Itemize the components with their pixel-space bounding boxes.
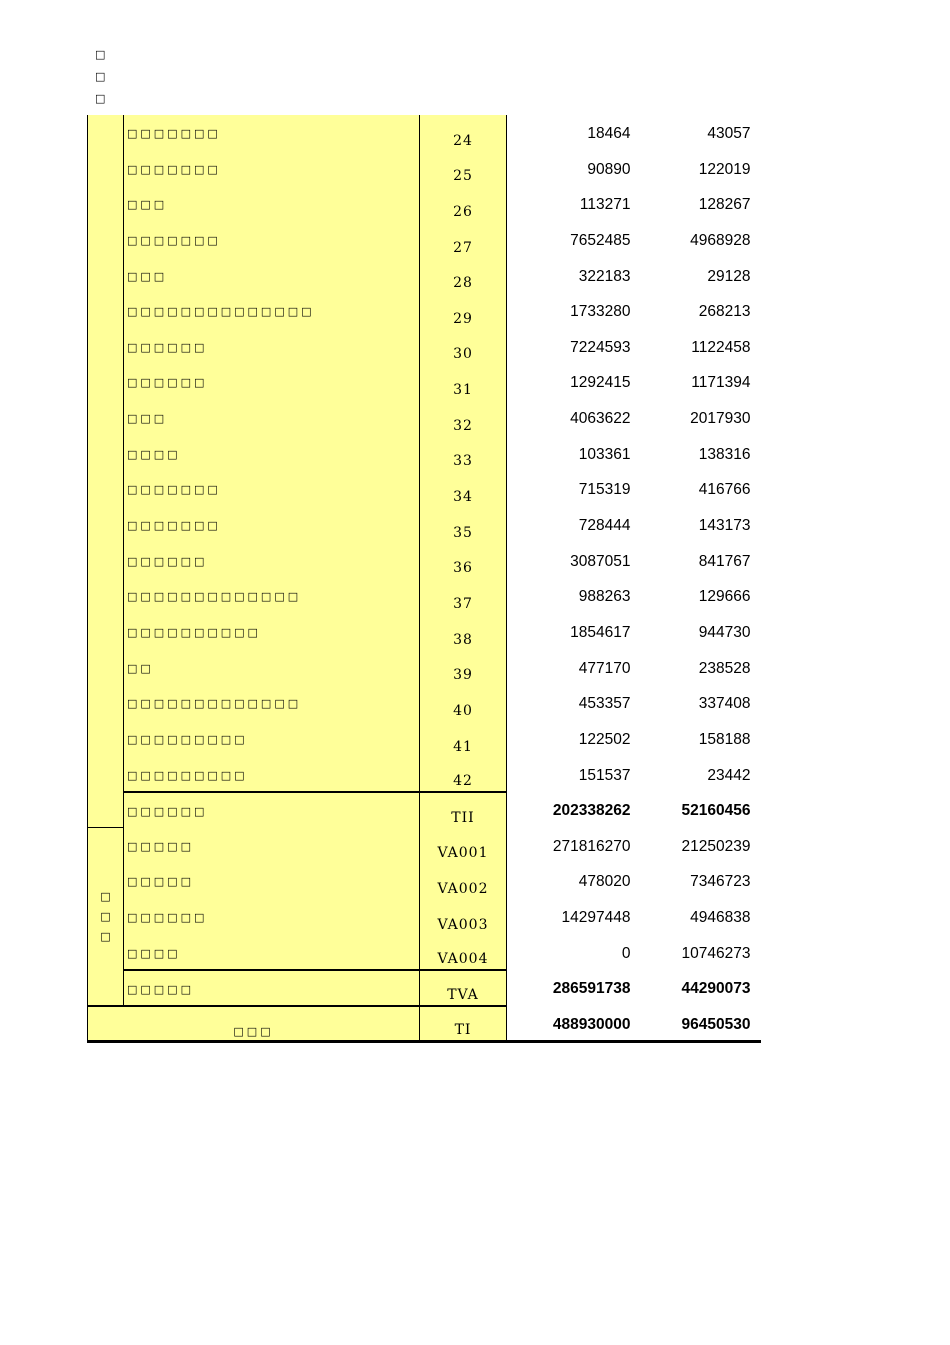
row-code: VA004 [420,935,507,971]
row-code: TII [420,792,507,828]
row-name: □□□□□ [124,863,420,899]
row-value-2: 21250239 [681,837,751,855]
row-name: □□□□□□□ [124,151,420,187]
row-name: □□□ [124,400,420,436]
group-label-char: □ [100,909,111,923]
row-value-1: 1854617 [570,623,631,641]
row-value-1: 286591738 [552,980,631,998]
table-row [88,614,761,650]
row-name: □□ [124,650,420,686]
row-value-1: 0 [621,944,631,962]
row-value-1: 103361 [578,445,631,463]
row-name: □□□□□□□□□□□□□ [124,685,420,721]
row-value-1: 202338262 [552,802,631,820]
row-value-1: 1733280 [570,303,631,321]
header-glyphs [95,44,107,110]
row-value-1: 18464 [587,125,631,142]
table-row [88,863,761,899]
row-value-1: 477170 [578,659,631,677]
table-row [88,186,761,222]
total-name: □□□ [88,1006,420,1042]
group-label-intermediate [88,115,124,828]
row-code: 30 [420,329,507,365]
row-value-2: 7346723 [690,873,751,891]
row-value-1: 90890 [587,160,631,178]
row-value-2: 1171394 [691,374,751,392]
row-value-2: 23442 [707,766,751,784]
total-code: TI [420,1006,507,1042]
table-row [88,151,761,187]
row-value-1: 7652485 [570,231,631,249]
row-name: □□□□□ [124,828,420,864]
row-code: 26 [420,186,507,222]
row-name: □□□□ [124,935,420,971]
row-code: 33 [420,436,507,472]
table-row [88,400,761,436]
row-code: 35 [420,507,507,543]
row-name: □□□□□□ [124,792,420,828]
table-row [88,899,761,935]
row-value-2: 416766 [698,481,751,499]
row-code: 39 [420,650,507,686]
table-row [88,329,761,365]
row-code: 36 [420,543,507,579]
table-row [88,578,761,614]
row-code: 34 [420,471,507,507]
row-name: □□□ [124,186,420,222]
row-value-2: 2017930 [690,410,751,428]
row-name: □□□□□□□□□□□□□ [124,578,420,614]
row-name: □□□□□□□□□□ [124,614,420,650]
row-name: □□□□□□□ [124,507,420,543]
header-glyph: □ [95,48,106,61]
row-value-1: 322183 [578,267,631,285]
row-code: VA003 [420,899,507,935]
table-row [88,828,761,864]
row-code: VA001 [420,828,507,864]
row-value-1: 1292415 [570,374,631,392]
row-value-2: 129666 [698,588,751,606]
row-code: VA002 [420,863,507,899]
row-code: 29 [420,293,507,329]
row-name: □□□□□□□ [124,222,420,258]
row-code: 32 [420,400,507,436]
subtotal-row [88,970,761,1006]
subtotal-row [88,792,761,828]
table-row [88,293,761,329]
row-value-2: 4968928 [690,231,751,249]
row-value-2: 238528 [698,659,751,677]
table-row [88,222,761,258]
table-row [88,935,761,971]
row-code: 42 [420,757,507,793]
row-value-2: 10746273 [681,944,751,962]
table-row [88,543,761,579]
table-row [88,685,761,721]
row-name: □□□□□□□ [124,471,420,507]
row-value-2: 128267 [698,196,751,214]
row-value-2: 158188 [698,730,751,748]
row-value-2: 29128 [707,267,751,285]
table-row [88,364,761,400]
row-value-1: 728444 [578,517,631,535]
row-value-1: 271816270 [552,837,631,855]
row-value-1: 715319 [578,481,631,499]
row-value-1: 151537 [578,766,631,784]
row-value-2: 44290073 [681,980,751,998]
header-glyph: □ [95,92,106,105]
row-value-2: 143173 [698,517,751,535]
row-value-1: 3087051 [570,552,631,570]
row-value-1: 4063622 [570,410,631,428]
group-label-value-added [88,828,124,1006]
row-value-2: 944730 [698,623,751,641]
input-output-table [87,115,761,1043]
row-code: 38 [420,614,507,650]
row-value-2: 138316 [698,445,751,463]
table-row [88,471,761,507]
row-code: 28 [420,258,507,294]
table-row [88,436,761,472]
row-value-2: 268213 [698,303,751,321]
row-value-1: 122502 [578,730,631,748]
row-code: 31 [420,364,507,400]
row-value-1: 113271 [579,196,631,214]
row-name: □□□□□ [124,970,420,1006]
row-name: □□□□□□ [124,899,420,935]
total-value-2: 96450530 [641,1006,761,1042]
row-code: 40 [420,685,507,721]
row-code: 27 [420,222,507,258]
row-name: □□□□□□□□□□□□□□ [124,293,420,329]
table-row [88,650,761,686]
table-row [88,757,761,793]
total-value-1: 488930000 [507,1006,641,1042]
row-name: □□□ [124,258,420,294]
row-value-1: 988263 [578,588,631,606]
row-value-2: 337408 [698,695,751,713]
row-value-1: 7224593 [570,338,631,356]
table-row [88,507,761,543]
row-value-1: 453357 [578,695,631,713]
row-code: 24 [420,115,507,151]
row-value-1: 478020 [578,873,631,891]
row-code: 41 [420,721,507,757]
table-row [88,258,761,294]
table-row [88,721,761,757]
row-value-2: 52160456 [681,802,751,820]
row-value-2: 1122458 [691,338,751,356]
total-row [88,1006,761,1042]
row-value-2: 43057 [707,125,751,142]
group-label-char: □ [100,929,111,943]
row-name: □□□□□□ [124,364,420,400]
row-name: □□□□□□□□□ [124,721,420,757]
row-name: □□□□□□ [124,543,420,579]
row-value-2: 841767 [698,552,751,570]
row-value-2: 122019 [698,160,751,178]
row-name: □□□□□□□ [124,115,420,151]
header-glyph: □ [95,70,106,83]
row-name: □□□□□□ [124,329,420,365]
row-value-1: 14297448 [561,909,631,927]
table-row [88,115,761,151]
group-label-char: □ [100,889,111,903]
row-code: 37 [420,578,507,614]
row-code: 25 [420,151,507,187]
row-code: TVA [420,970,507,1006]
row-name: □□□□ [124,436,420,472]
row-value-2: 4946838 [690,909,751,927]
row-name: □□□□□□□□□ [124,757,420,793]
